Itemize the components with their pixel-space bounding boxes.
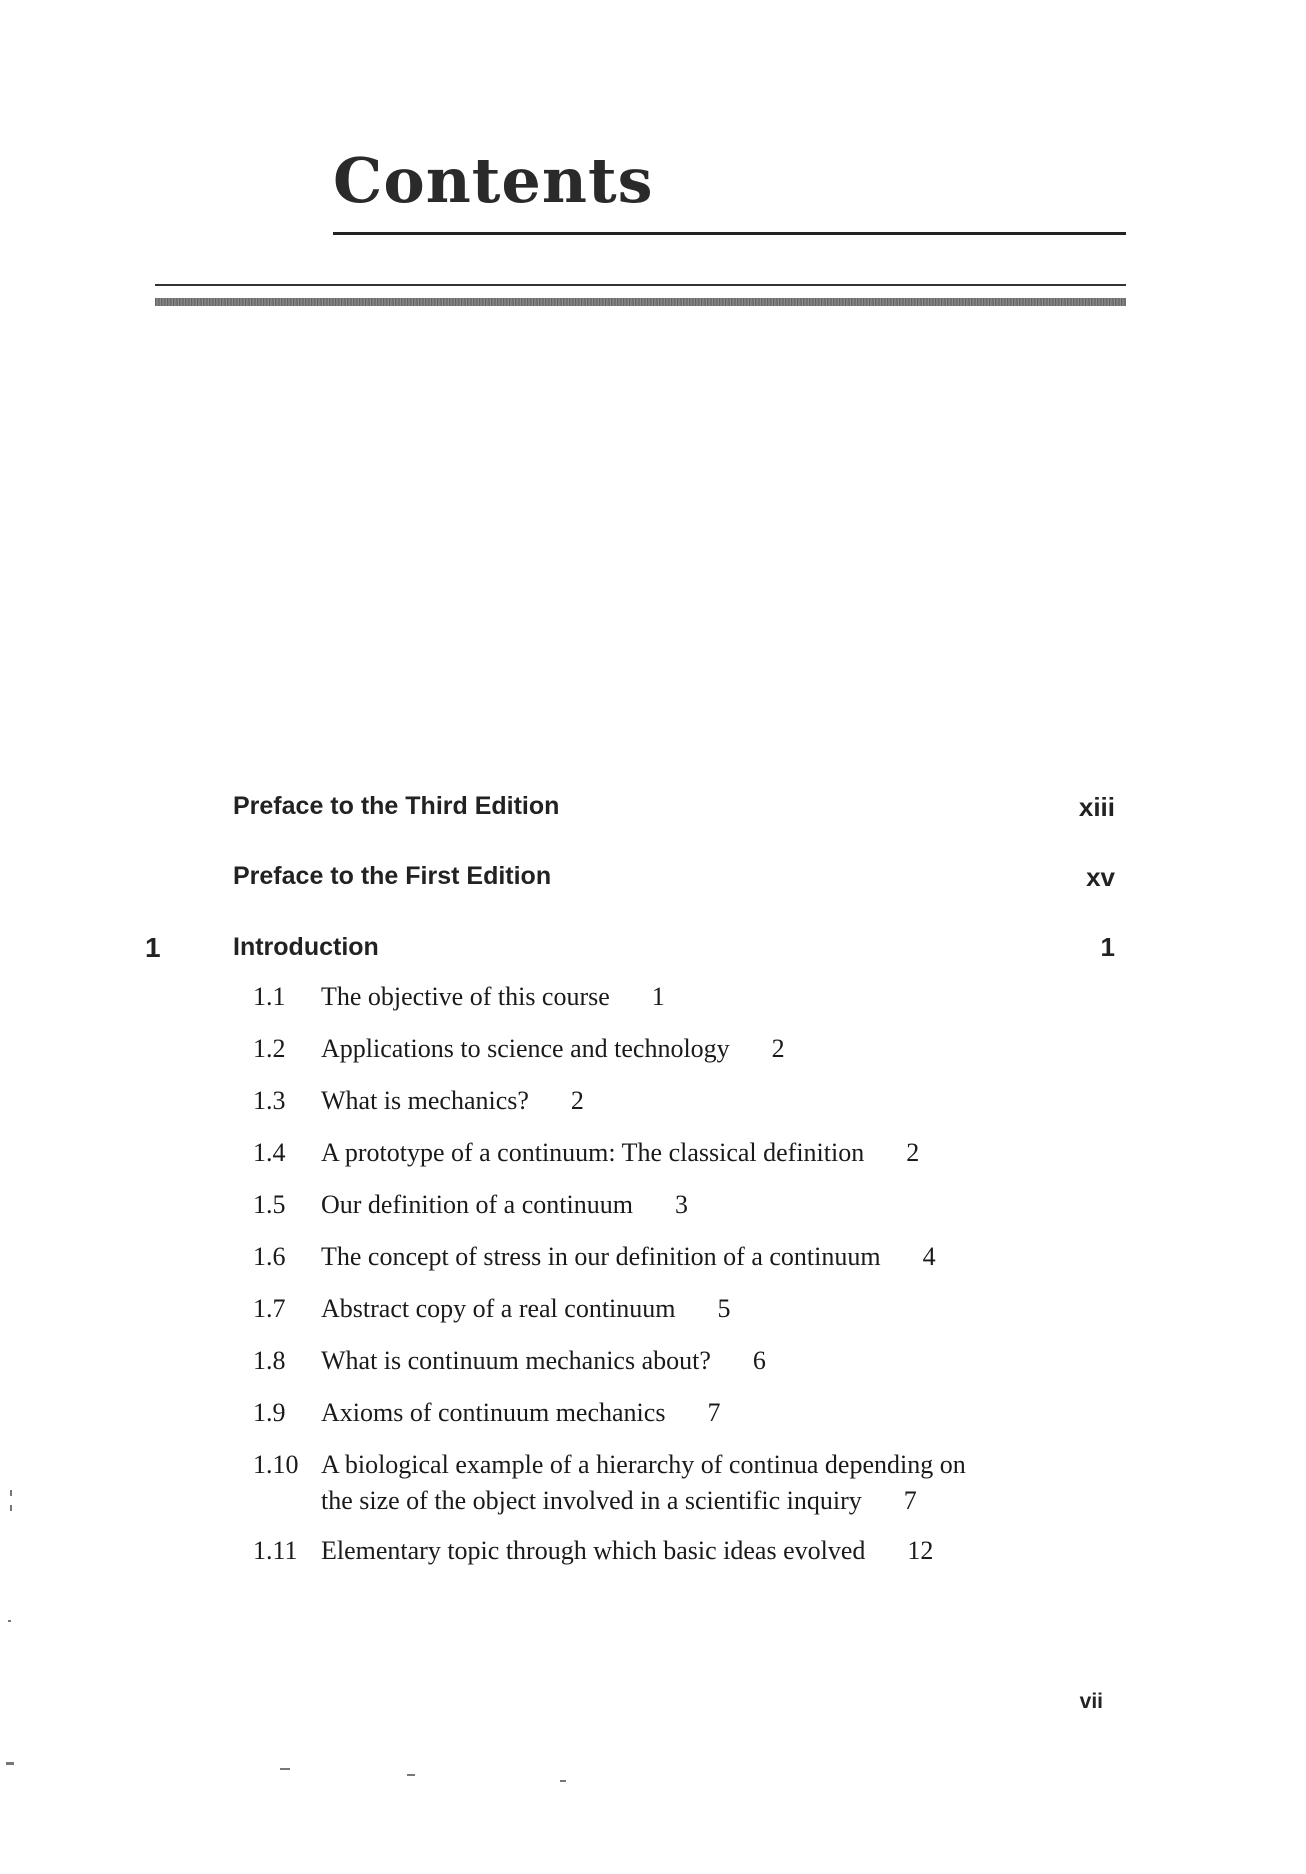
section-title: What is continuum mechanics about? (321, 1346, 711, 1375)
section-title: Applications to science and technology (321, 1034, 730, 1063)
toc-entry-preface-third[interactable]: Preface to the Third Edition (233, 792, 560, 820)
section-number: 1.7 (253, 1294, 286, 1323)
title-underline (333, 232, 1126, 235)
page-folio: vii (1079, 1690, 1103, 1713)
toc-section-row[interactable] (253, 1083, 1081, 1119)
section-title: A prototype of a continuum: The classical definition (321, 1138, 865, 1167)
section-title: Abstract copy of a real continuum (321, 1294, 676, 1323)
scan-speck (8, 1620, 11, 1622)
scan-speck (407, 1774, 415, 1776)
section-number: 1.8 (253, 1346, 286, 1375)
section-title: The objective of this course (321, 982, 610, 1011)
scan-speck (560, 1780, 566, 1782)
section-number: 1.2 (253, 1034, 286, 1063)
section-page: 6 (752, 1346, 766, 1375)
scan-speck (6, 1762, 14, 1765)
toc-section-row[interactable] (253, 1447, 1081, 1519)
toc-section-row[interactable] (253, 1239, 1081, 1275)
toc-section-row[interactable] (253, 1343, 1081, 1379)
toc-section-row[interactable] (253, 1395, 1081, 1431)
toc-entry-chapter-title[interactable]: Introduction (233, 933, 379, 961)
header-rule-thick (155, 298, 1126, 306)
toc-page-preface-first: xv (1086, 862, 1115, 892)
section-number: 1.5 (253, 1190, 286, 1219)
scan-speck (10, 1490, 12, 1496)
section-title: Our definition of a continuum (321, 1190, 633, 1219)
section-number: 1.1 (253, 982, 286, 1011)
section-number: 1.9 (253, 1398, 286, 1427)
section-page: 1 (651, 982, 665, 1011)
toc-section-row[interactable] (253, 1135, 1081, 1171)
section-number: 1.11 (253, 1536, 298, 1565)
toc-entry-preface-first[interactable]: Preface to the First Edition (233, 862, 552, 890)
section-page: 4 (922, 1242, 936, 1271)
section-title: Axioms of continuum mechanics (321, 1398, 666, 1427)
section-title: Elementary topic through which basic ideas evolved (321, 1536, 866, 1565)
header-rule-thin (155, 284, 1126, 286)
section-page: 2 (771, 1034, 785, 1063)
section-number: 1.6 (253, 1242, 286, 1271)
section-title: A biological example of a hierarchy of continua depending on (321, 1450, 966, 1479)
page-title: Contents (333, 144, 654, 217)
section-page: 2 (570, 1086, 584, 1115)
section-page: 3 (674, 1190, 688, 1219)
toc-page-chapter: 1 (1100, 932, 1115, 962)
toc-section-row[interactable] (253, 1533, 1081, 1569)
section-page: 7 (707, 1398, 721, 1427)
toc-section-row[interactable] (253, 1291, 1081, 1327)
toc-section-row[interactable] (253, 1187, 1081, 1223)
section-page: 7 (903, 1486, 917, 1515)
section-number: 1.4 (253, 1138, 286, 1167)
scan-speck (280, 1768, 290, 1770)
section-page: 12 (907, 1536, 934, 1565)
section-number: 1.3 (253, 1086, 286, 1115)
section-page: 2 (906, 1138, 920, 1167)
section-number: 1.10 (253, 1450, 299, 1479)
section-page: 5 (717, 1294, 731, 1323)
section-title: The concept of stress in our definition of a continuum (321, 1242, 881, 1271)
section-title-continued: the size of the object involved in a scientific inquiry (321, 1486, 862, 1515)
scan-speck (10, 1505, 12, 1511)
toc-page-preface-third: xiii (1078, 792, 1115, 822)
toc-section-row[interactable] (253, 979, 1081, 1015)
toc-section-row[interactable] (253, 1031, 1081, 1067)
chapter-number: 1 (145, 932, 161, 963)
section-title: What is mechanics? (321, 1086, 529, 1115)
